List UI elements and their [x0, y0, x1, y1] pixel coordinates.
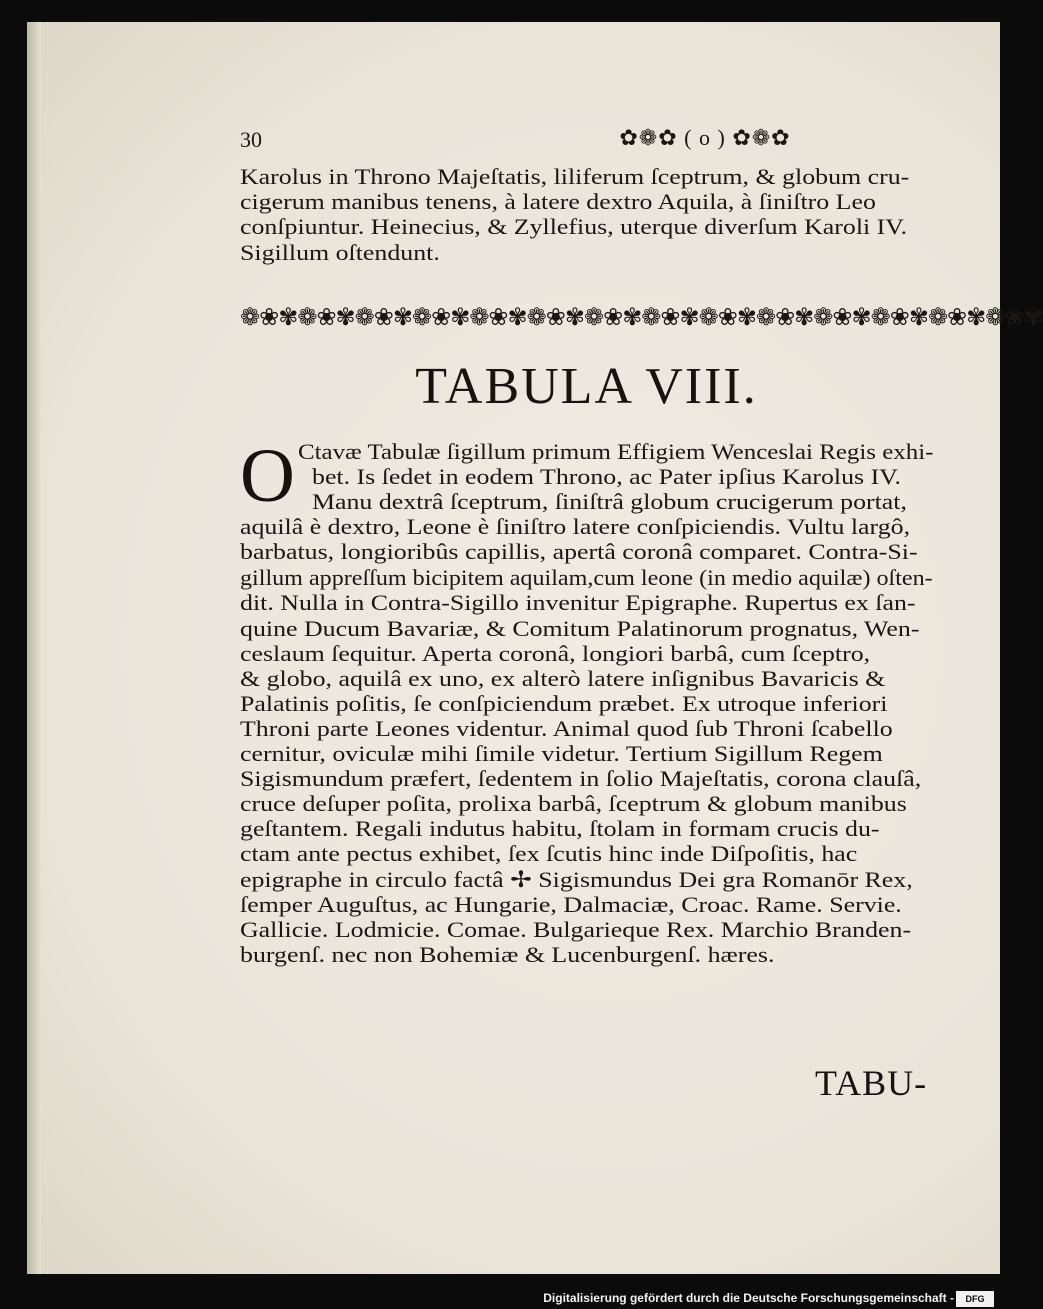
drop-cap: O	[240, 434, 295, 518]
text-line: bet. Is ſedet in eodem Throno, ac Pater ipſius Karolus IV.	[312, 464, 902, 489]
page-gutter	[27, 22, 41, 1274]
text-line: Manu dextrâ ſceptrum, ſiniſtrâ globum crucigerum portat,	[312, 489, 907, 514]
header-ornament: ✿❁✿ ( o ) ✿❁✿	[619, 125, 791, 150]
text-line: barbatus, longioribûs capillis, apertâ coronâ comparet. Contra-Si-	[240, 539, 918, 564]
text-line: Sigillum oſtendunt.	[240, 240, 440, 265]
footer-credit: Digitalisierung gefördert durch die Deutsche Forschungsgemeinschaft -	[543, 1291, 954, 1305]
text-line: Palatinis poſitis, ſe conſpiciendum præbet. Ex utroque inferiori	[240, 691, 888, 716]
footer-bar	[0, 1288, 1000, 1309]
text-line: quine Ducum Bavariæ, & Comitum Palatinorum prognatus, Wen-	[240, 616, 920, 641]
text-line: dit. Nulla in Contra-Sigillo invenitur Epigraphe. Rupertus ex ſan-	[240, 590, 916, 615]
text-line: ſemper Auguſtus, ac Hungarie, Dalmaciæ, Croac. Rame. Servie.	[240, 892, 902, 917]
text-line: conſpiuntur. Heinecius, & Zyllefius, uterque diverſum Karoli IV.	[240, 214, 908, 239]
text-line: Ctavæ Tabulæ ſigillum primum Effigiem Wenceslai Regis exhi-	[298, 439, 934, 464]
text-line: cruce deſuper poſita, prolixa barbâ, ſceptrum & globum manibus	[240, 791, 907, 816]
text-line: cernitur, oviculæ mihi ſimile videtur. Tertium Sigillum Regem	[240, 741, 883, 766]
text-line: ctam ante pectus exhibet, ſex ſcutis hinc inde Diſpoſitis, hac	[240, 841, 858, 866]
page-number: 30	[240, 127, 262, 152]
text-line: Gallicie. Lodmicie. Comae. Bulgarieque Rex. Marchio Branden-	[240, 917, 912, 942]
text-line: gillum appreſſum bicipitem aquilam,cum leone (in medio aquilæ) oſten-	[240, 565, 933, 590]
dfg-logo: DFG	[956, 1291, 994, 1307]
section-heading: TABULA VIII.	[415, 358, 758, 415]
text-line: Throni parte Leones videntur. Animal quod ſub Throni ſcabello	[240, 716, 893, 741]
text-line: ceslaum ſequitur. Aperta coronâ, longiori barbâ, cum ſceptro,	[240, 641, 871, 666]
ornamental-divider: ❁❀✾❁❀✾❁❀✾❁❀✾❁❀✾❁❀✾❁❀✾❁❀✾❁❀✾❁❀✾❁❀✾❁❀✾❁❀✾❁❀✾	[240, 305, 1043, 331]
catchword: TABU-	[815, 1063, 928, 1103]
text-line: & globo, aquilâ ex uno, ex alterò latere inſignibus Bavaricis &	[240, 666, 886, 691]
text-line: geſtantem. Regali indutus habitu, ſtolam in formam crucis du-	[240, 816, 880, 841]
running-header	[240, 125, 940, 155]
text-line: burgenſ. nec non Bohemiæ & Lucenburgenſ. hæres.	[240, 942, 775, 967]
text-line: Karolus in Throno Majeſtatis, liliferum ſceptrum, & globum cru-	[240, 164, 910, 189]
text-line: aquilâ è dextro, Leone è ſiniſtro latere conſpiciendis. Vultu largô,	[240, 514, 911, 539]
text-line: cigerum manibus tenens, à latere dextro Aquila, à ſiniſtro Leo	[240, 189, 876, 214]
text-line: epigraphe in circulo factâ ✢ Sigismundus Dei gra Romanōr Rex,	[240, 867, 913, 892]
text-line: Sigismundum præfert, ſedentem in ſolio Majeſtatis, corona clauſâ,	[240, 766, 922, 791]
